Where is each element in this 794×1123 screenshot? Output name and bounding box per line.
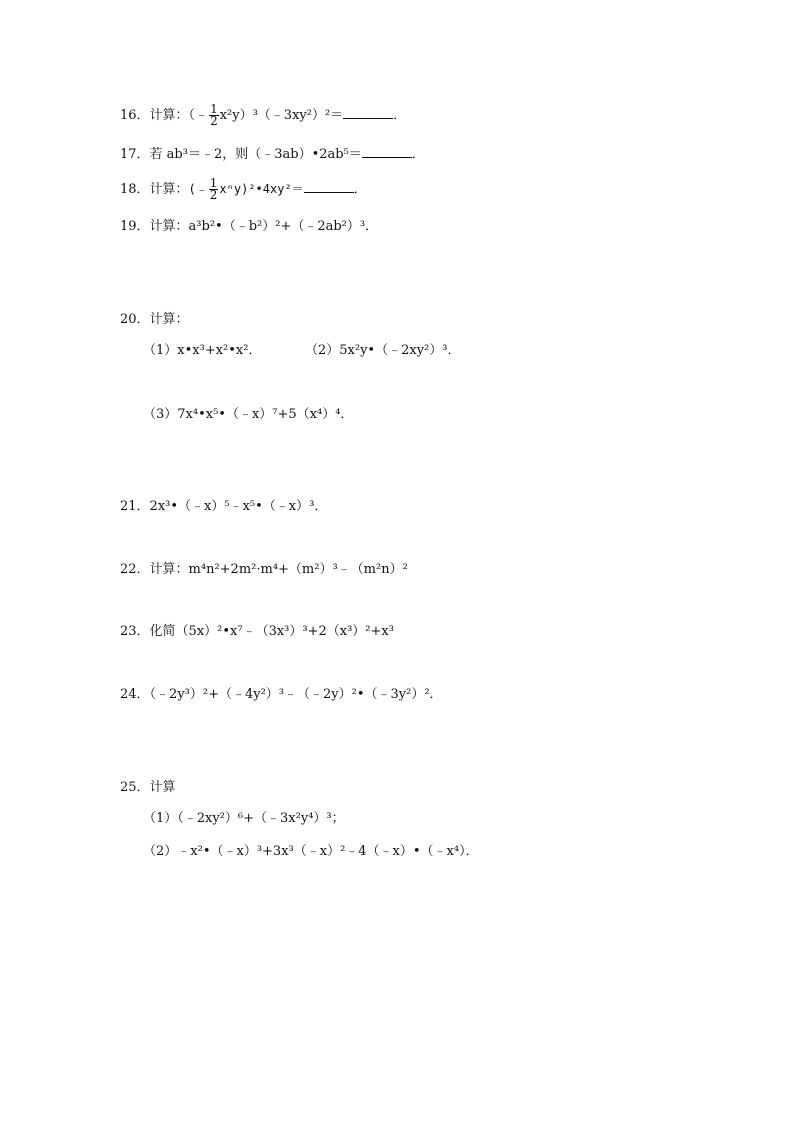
question-16: 16．计算：（﹣ $\frac{1}{2}$ x²y）³（﹣3xy²）²＝ ． bbox=[120, 102, 407, 128]
answer-blank[interactable] bbox=[362, 145, 412, 158]
question-21: 21．2x³•（﹣x）⁵﹣x⁵•（﹣x）³． bbox=[120, 499, 328, 514]
question-25-part-2: （2）﹣x²•（﹣x）³+3x³（﹣x）²﹣4（﹣x）•（﹣x⁴）． bbox=[143, 844, 479, 859]
question-17: 17．若 ab³＝﹣2，则（﹣3ab）•2ab⁵＝ ． bbox=[120, 147, 425, 162]
question-20-part-2: （2）5x²y•（﹣2xy²）³． bbox=[305, 343, 461, 358]
question-20-part-3: （3）7x⁴•x⁵•（﹣x）⁷+5（x⁴）⁴． bbox=[143, 407, 354, 422]
question-19: 19．计算：a³b²•（﹣b²）²+（﹣2ab²）³． bbox=[120, 219, 379, 234]
question-22: 22．计算：m⁴n²+2m²·m⁴+（m²）³﹣（m²n）² bbox=[120, 562, 408, 577]
question-20-title: 20．计算： bbox=[120, 312, 189, 327]
question-24: 24．（﹣2y³）²+（﹣4y²）³﹣（﹣2y）²•（﹣3y²）²． bbox=[120, 687, 443, 702]
question-18: 18．计算：(﹣ $\frac{1}{2}$ xⁿy)²•4xy²＝ ． bbox=[120, 176, 367, 202]
question-20-part-1: （1）x•x³+x²•x²． bbox=[143, 343, 262, 358]
fraction-one-half: $\frac{1}{2}$ bbox=[210, 102, 218, 128]
question-25-title: 25．计算 bbox=[120, 780, 176, 795]
question-23: 23．化简（5x）²•x⁷﹣（3x³）³+2（x³）²+x³ bbox=[120, 624, 394, 639]
answer-blank[interactable] bbox=[304, 180, 354, 193]
answer-blank[interactable] bbox=[343, 106, 393, 119]
fraction-one-half: $\frac{1}{2}$ bbox=[209, 176, 218, 202]
question-25-part-1: （1）（﹣2xy²）⁶+（﹣3x²y⁴）³； bbox=[143, 811, 345, 826]
